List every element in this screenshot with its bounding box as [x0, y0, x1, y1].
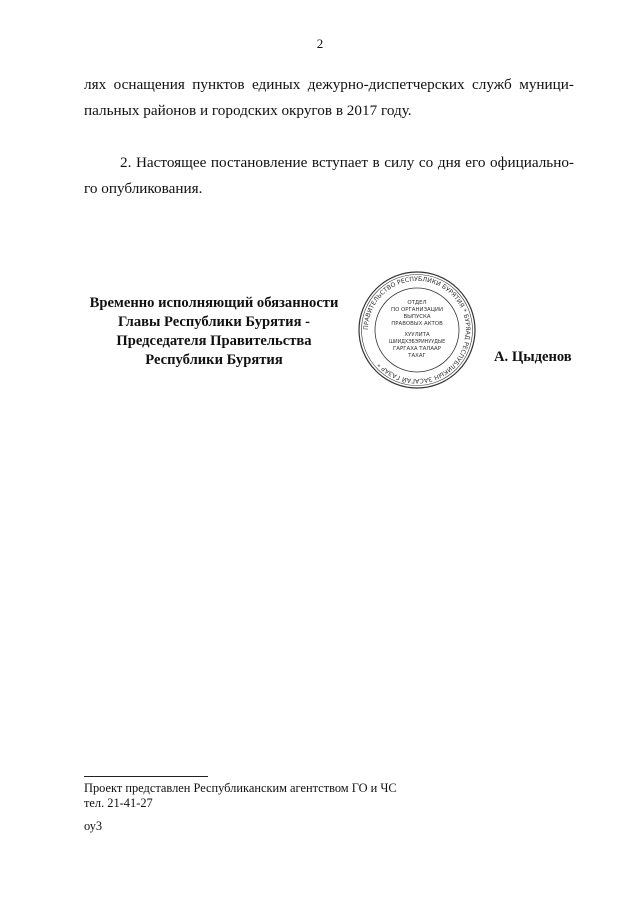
seal-inner-line: ГАРГАХА ТАЛААР [393, 346, 441, 352]
seal-inner-line: ПРАВОВЫХ АКТОВ [391, 321, 443, 327]
page-number: 2 [316, 36, 324, 51]
seal-outer-ring-inner [362, 275, 473, 386]
paragraph-effective-date [84, 150, 574, 202]
footnote-divider [84, 776, 208, 777]
footnote [84, 781, 397, 811]
signatory-title-line: Главы Республики Бурятия - [118, 314, 310, 330]
footnote-line: Проект представлен Республиканским агентством ГО и ЧС [84, 781, 397, 795]
signatory-title [78, 294, 350, 370]
signatory-title-line: Председателя Правительства [116, 333, 312, 349]
seal-inner-line: ПО ОРГАНИЗАЦИИ [391, 307, 443, 313]
paragraph-continuation [84, 72, 574, 124]
signatory-title-line: Республики Бурятия [145, 352, 283, 368]
signatory-name: А. Цыденов [494, 349, 572, 365]
document-code: оу3 [84, 819, 103, 833]
seal-outer-ring [359, 272, 475, 388]
official-seal [357, 270, 477, 390]
seal-inner-line: ОТДЕЛ [407, 300, 427, 306]
seal-inner-line: ТАХАГ [408, 353, 426, 359]
seal-inner-line: ВЫПУСКА [403, 314, 431, 320]
paragraph-line: пальных районов и городских округов в 2017 году. [84, 102, 412, 119]
signatory-title-line: Временно исполняющий обязанности [89, 295, 339, 311]
footnote-phone: тел. 21-41-27 [84, 796, 153, 810]
paragraph-line: лях оснащения пунктов единых дежурно-диспетчерских служб муници- [84, 76, 574, 93]
seal-inner-line: ШИИДХЭБЭРИНУУДЫЕ [388, 340, 446, 345]
seal-outer-text: ПРАВИТЕЛЬСТВО РЕСПУБЛИКИ БУРЯТИЯ * БУРЯАД РЕСПУБЛИКЫН ЗАСАГАЙ ГАЗАР * [362, 275, 472, 385]
paragraph-line: го опубликования. [84, 180, 203, 197]
seal-inner-line: ХУУЛИТА [404, 332, 430, 338]
paragraph-line: 2. Настоящее постановление вступает в силу со дня его официально- [120, 154, 574, 171]
